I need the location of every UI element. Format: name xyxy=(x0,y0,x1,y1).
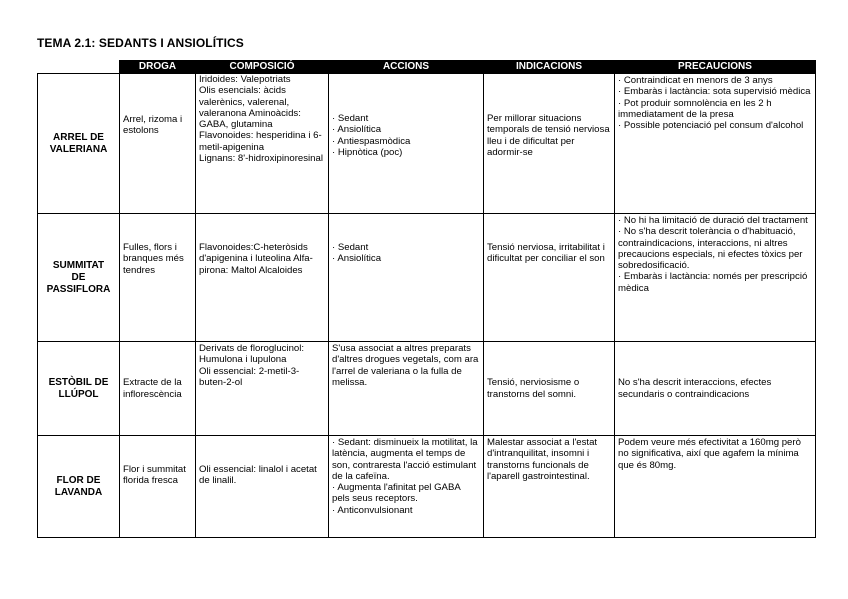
droga-cell xyxy=(120,74,196,214)
accions-line: · Antiespasmòdica xyxy=(332,135,411,147)
composicio-line: Derivats de floroglucinol: Humulona i lupulona xyxy=(199,343,305,366)
precaucions-line: No s'ha descrit interaccions, efectes secundaris o contraindicacions xyxy=(618,377,772,400)
sedatives-table xyxy=(37,60,816,538)
droga-text: Arrel, rizoma i estolons xyxy=(123,114,183,137)
plant-name-line: DE xyxy=(71,271,86,283)
table-row xyxy=(38,436,816,538)
header-precaucions: PRECAUCIONS xyxy=(615,61,816,74)
accions-line: · Ansiolítica xyxy=(332,253,382,265)
plant-name-cell xyxy=(38,436,120,538)
precaucions-cell xyxy=(615,74,816,214)
composicio-line: Olis esencials: àcids valerènics, valerenal, valeranona Aminoàcids: GABA, glutamina xyxy=(199,85,301,131)
accions-cell xyxy=(329,436,484,538)
indicacions-cell xyxy=(484,74,615,214)
composicio-line: Lignans: 8'-hidroxipinoresinal xyxy=(199,153,323,165)
header-indicacions: INDICACIONS xyxy=(484,61,615,74)
precaucions-line: · Embaràs i lactància: només per prescripció mèdica xyxy=(618,271,808,294)
precaucions-line: · Contraindicat en menors de 3 anys xyxy=(618,75,773,86)
accions-line: · Sedant: disminueix la motilitat, la latència, augmenta el temps de son, contraresta l'acció estimulant de la cafeïna. xyxy=(332,437,478,482)
accions-line: · Hipnòtica (poc) xyxy=(332,146,403,158)
plant-name-line: ESTÒBIL DE xyxy=(48,376,109,388)
droga-cell xyxy=(120,436,196,538)
composicio-cell xyxy=(196,342,329,436)
plant-name-line: PASSIFLORA xyxy=(46,283,111,295)
precaucions-line: Podem veure més efectivitat a 160mg però no significativa, així que agafem la mínima que és 80mg. xyxy=(618,437,801,471)
composicio-line: Oli essencial: 2-metil-3-buten-2-ol xyxy=(199,365,300,388)
plant-name-line: ARREL DE xyxy=(53,131,104,143)
droga-cell xyxy=(120,214,196,342)
indicacions-cell xyxy=(484,342,615,436)
plant-name-line: FLOR DE xyxy=(56,474,101,486)
header-accions: ACCIONS xyxy=(329,61,484,74)
composicio-line: Flavonoides: hesperidina i 6-metil-apigenina xyxy=(199,130,322,153)
droga-cell xyxy=(120,342,196,436)
composicio-line: Iridoides: Valepotriats xyxy=(199,74,291,85)
accions-line: · Ansiolítica xyxy=(332,124,382,136)
accions-line: · Anticonvulsionant xyxy=(332,504,413,516)
composicio-line: Flavonoides:C-heteròsids d'apigenina i luteolina Alfa-pirona: Maltol Alcaloides xyxy=(199,242,313,276)
plant-name-cell xyxy=(38,214,120,342)
plant-name-line: SUMMITAT xyxy=(52,259,105,271)
plant-name-line: VALERIANA xyxy=(49,143,108,155)
indicacions-cell xyxy=(484,214,615,342)
precaucions-cell xyxy=(615,214,816,342)
precaucions-cell xyxy=(615,342,816,436)
droga-text: Fulles, flors i branques més tendres xyxy=(123,242,184,276)
table-row xyxy=(38,74,816,214)
precaucions-line: · No hi ha limitació de duració del tractament · No s'ha descrit tolerància o d'habituació, contraindicacions, interaccions, ni altres precaucions especials, ni efectes tòxics per sobredosificació. xyxy=(618,215,808,272)
precaucions-cell xyxy=(615,436,816,538)
indicacions-text: Malestar associat a l'estat d'intranquilitat, insomni i transtorns funcionals de l'aparell gastrointestinal. xyxy=(487,437,598,482)
plant-name-line: LAVANDA xyxy=(54,486,103,498)
accions-line: · Sedant xyxy=(332,113,369,124)
plant-name-line: LLÚPOL xyxy=(58,388,99,400)
plant-name-cell xyxy=(38,74,120,214)
header-empty-cell xyxy=(38,61,120,74)
indicacions-text: Tensió, nerviosisme o transtorns del somni. xyxy=(487,377,580,400)
accions-cell xyxy=(329,74,484,214)
header-droga: DROGA xyxy=(120,61,196,74)
page-title: TEMA 2.1: SEDANTS I ANSIOLÍTICS xyxy=(37,36,244,50)
precaucions-line: · Embaràs i lactància: sota supervisió mèdica xyxy=(618,86,811,98)
header-composicio: COMPOSICIÓ xyxy=(196,61,329,74)
accions-cell xyxy=(329,214,484,342)
precaucions-line: · Pot produir somnolència en les 2 h immediatament de la presa xyxy=(618,97,772,120)
composicio-line: Oli essencial: linalol i acetat de linalil. xyxy=(199,464,317,487)
plant-name-cell xyxy=(38,342,120,436)
table-row xyxy=(38,214,816,342)
composicio-cell xyxy=(196,436,329,538)
table-row xyxy=(38,342,816,436)
precaucions-line: · Possible potenciació pel consum d'alcohol xyxy=(618,120,804,132)
droga-text: Flor i summitat florida fresca xyxy=(123,464,186,487)
indicacions-cell xyxy=(484,436,615,538)
accions-line: · Augmenta l'afinitat pel GABA pels seus receptors. xyxy=(332,482,461,505)
droga-text: Extracte de la inflorescència xyxy=(123,377,182,400)
accions-line: · Sedant xyxy=(332,242,369,253)
composicio-cell xyxy=(196,74,329,214)
header-row xyxy=(38,61,816,74)
indicacions-text: Tensió nerviosa, irritabilitat i dificultat per conciliar el son xyxy=(487,242,605,265)
accions-cell xyxy=(329,342,484,436)
composicio-cell xyxy=(196,214,329,342)
accions-line: S'usa associat a altres preparats d'altres drogues vegetals, com ara l'arrel de valeriana o la fulla de melissa. xyxy=(332,343,479,388)
indicacions-text: Per millorar situacions temporals de tensió nerviosa lleu i de dificultat per adormir-se xyxy=(487,113,610,158)
